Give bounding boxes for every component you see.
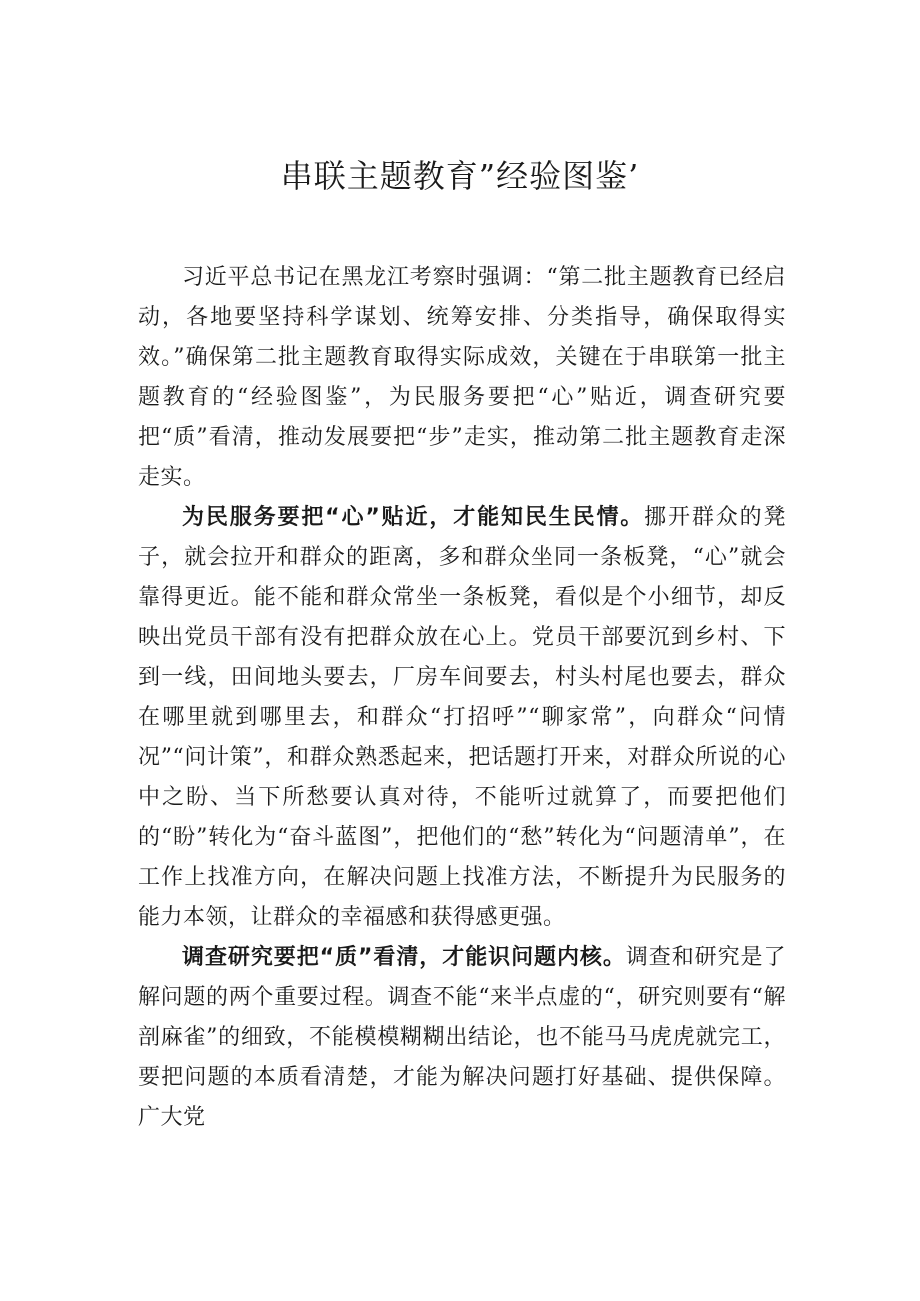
paragraph-intro — [138, 258, 786, 498]
paragraph-lead: 调查研究要把“质”看清，才能识问题内核。 — [182, 945, 626, 970]
paragraph-lead: 为民服务要把“心”贴近，才能知民生民情。 — [182, 505, 645, 530]
paragraph-research — [138, 938, 786, 1138]
paragraph-text: 挪开群众的凳子，就会拉开和群众的距离，多和群众坐同一条板凳，“心”就会靠得更近。能不能和群众常坐一条板凳，看似是个小细节，却反映出党员干部有没有把群众放在心上。党员干部要沉到乡村、下到一线，田间地头要去，厂房车间要去，村头村尾也要去，群众在哪里就到哪里去，和群众“打招呼”“聊家常”，向群众“问情况”“问计策”，和群众熟悉起来，把话题打开来，对群众所说的心中之盼、当下所愁要认真对待，不能听过就算了，而要把他们的“盼”转化为“奋斗蓝图”，把他们的“愁”转化为“问题清单”，在工作上找准方向，在解决问题上找准方法，不断提升为民服务的能力本领，让群众的幸福感和获得感更强。 — [138, 505, 786, 930]
paragraph-service — [138, 498, 786, 938]
paragraph-text: 调查和研究是了解问题的两个重要过程。调查不能“来半点虚的“，研究则要有“解剖麻雀”的细致，不能模模糊糊出结论，也不能马马虎虎就完工，要把问题的本质看清楚，才能为解决问题打好基础、提供保障。广大党 — [138, 945, 786, 1130]
document-body — [138, 258, 786, 1138]
document-title: 串联主题教育”经验图鉴’ — [280, 157, 640, 195]
paragraph-text: 习近平总书记在黑龙江考察时强调：“第二批主题教育已经启动，各地要坚持科学谋划、统筹安排、分类指导，确保取得实效。”确保第二批主题教育取得实际成效，关键在于串联第一批主题教育的“经验图鉴”，为民服务要把“心”贴近，调查研究要把“质”看清，推动发展要把“步”走实，推动第二批主题教育走深走实。 — [138, 265, 786, 490]
